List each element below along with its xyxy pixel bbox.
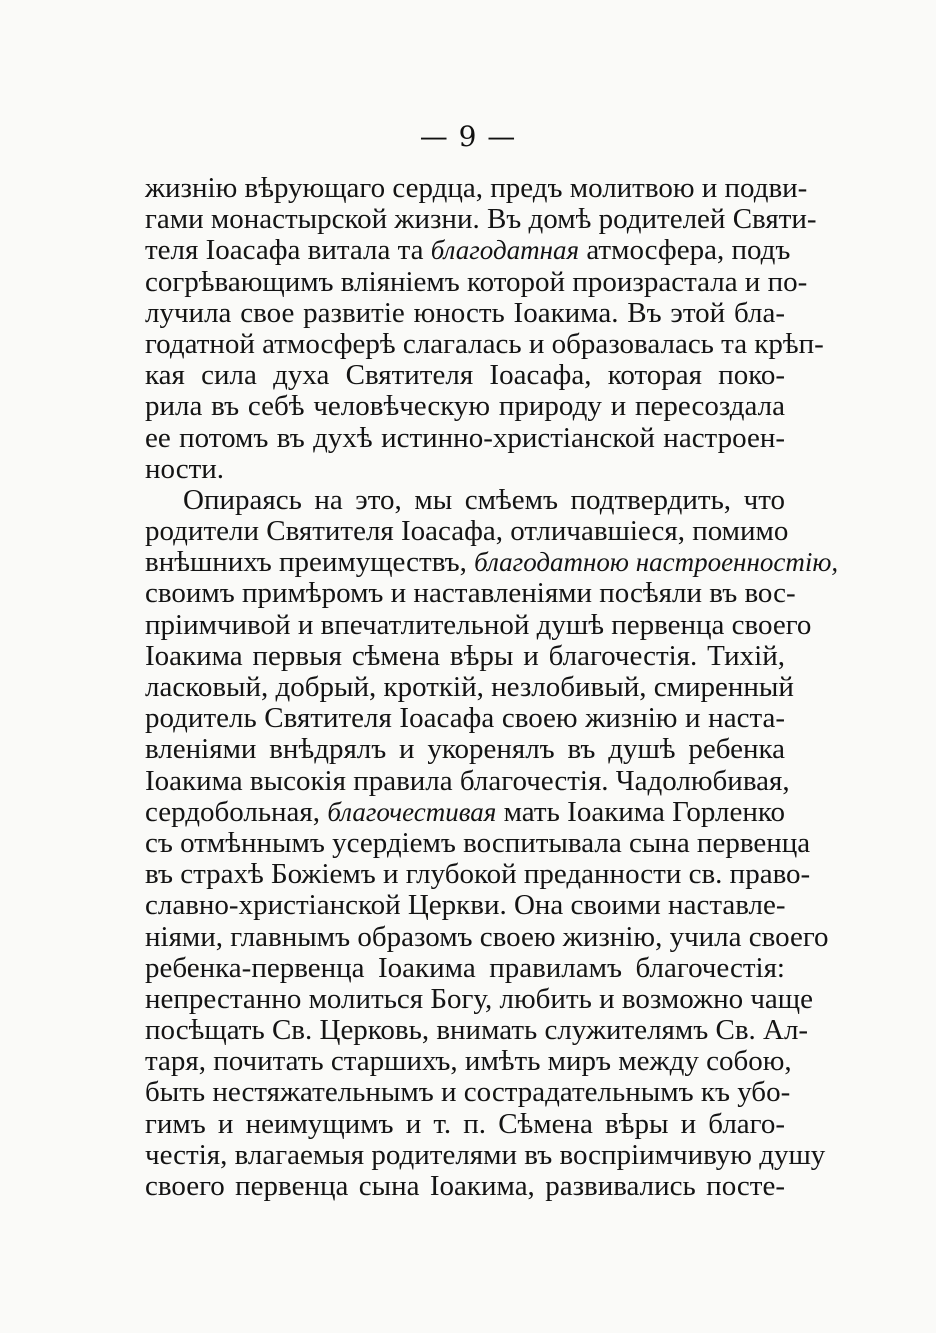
text-line: гимъ и неимущимъ и т. п. Сѣмена вѣры и благо-: [145, 1107, 785, 1140]
italic-phrase: благочестивая: [327, 796, 497, 827]
text-line: своимъ примѣромъ и наставленіями посѣяли въ вос-: [145, 577, 796, 610]
text-fragment: теля Іоасафа витала та: [145, 234, 431, 267]
page-number: — 9 —: [419, 120, 517, 153]
text-line: съ отмѣннымъ усердіемъ воспитывала сына первенца: [145, 826, 811, 859]
text-line: [145, 797, 785, 828]
text-line: честія, влагаемыя родителями въ воспріимчивую душу: [145, 1138, 826, 1171]
text-line: славно-христіанской Церкви. Она своими наставле-: [145, 889, 786, 922]
text-line: ніями, главнымъ образомъ своею жизнію, учила своего: [145, 920, 829, 953]
text-line: Іоакима высокія правила благочестія. Чадолюбивая,: [145, 764, 790, 797]
text-line: жизнію вѣрующаго сердца, предъ молитвою и подви-: [145, 172, 808, 204]
text-line: кая сила духа Святителя Іоасафа, которая поко-: [145, 359, 785, 392]
text-line: ребенка-первенца Іоакима правиламъ благочестія:: [145, 951, 785, 984]
text-line: Іоакима первыя сѣмена вѣры и благочестія. Тихій,: [145, 639, 785, 672]
text-line: непрестанно молиться Богу, любить и возможно чаще: [145, 982, 813, 1015]
text-line: ее потомъ въ духѣ истинно-христіанской настроен-: [145, 421, 785, 454]
text-line: въ страхѣ Божіемъ и глубокой преданности св. право-: [145, 858, 811, 891]
text-line: ности.: [145, 452, 225, 485]
text-line: родители Святителя Іоасафа, отличавшіеся, помимо: [145, 515, 789, 548]
text-line: гами монастырской жизни. Въ домѣ родителей Святи-: [145, 203, 817, 236]
text-line: посѣщать Св. Церковь, внимать служителямъ Св. Ал-: [145, 1014, 809, 1047]
text-line: быть нестяжательнымъ и сострадательнымъ къ убо-: [145, 1076, 791, 1109]
text-fragment: сердобольная,: [145, 795, 328, 828]
text-line: таря, почитать старшихъ, имѣть миръ между собою,: [145, 1045, 792, 1078]
text-line: [145, 546, 839, 579]
text-line: Опираясь на это, мы смѣемъ подтвердить, что: [183, 483, 785, 516]
text-line: согрѣвающимъ вліяніемъ которой произрастала и по-: [145, 265, 808, 298]
text-line: [145, 234, 791, 267]
text-line: родитель Святителя Іоасафа своею жизнію и наста-: [145, 702, 785, 735]
body-text: [145, 172, 839, 1202]
text-line: рила въ себѣ человѣческую природу и пересоздала: [145, 390, 785, 423]
text-fragment: внѣшнихъ преимуществъ,: [145, 546, 475, 579]
text-line: вленіями внѣдрялъ и укоренялъ въ душѣ ребенка: [145, 733, 785, 766]
text-line: лучила свое развитіе юность Іоакима. Въ этой бла-: [145, 296, 785, 329]
text-line: ласковый, добрый, кроткій, незлобивый, смиренный: [145, 671, 794, 703]
text-fragment: мать Іоакима Горленко: [496, 795, 785, 828]
text-line: своего первенца сына Іоакима, развивались посте-: [145, 1170, 785, 1202]
italic-phrase: благодатною настроенностію,: [474, 547, 839, 578]
text-line: пріимчивой и впечатлительной душѣ первенца своего: [145, 608, 812, 641]
italic-phrase: благодатная: [430, 235, 580, 266]
text-fragment: атмосфера, подъ: [579, 234, 791, 267]
text-line: годатной атмосферѣ слагалась и образовалась та крѣп-: [145, 327, 824, 360]
